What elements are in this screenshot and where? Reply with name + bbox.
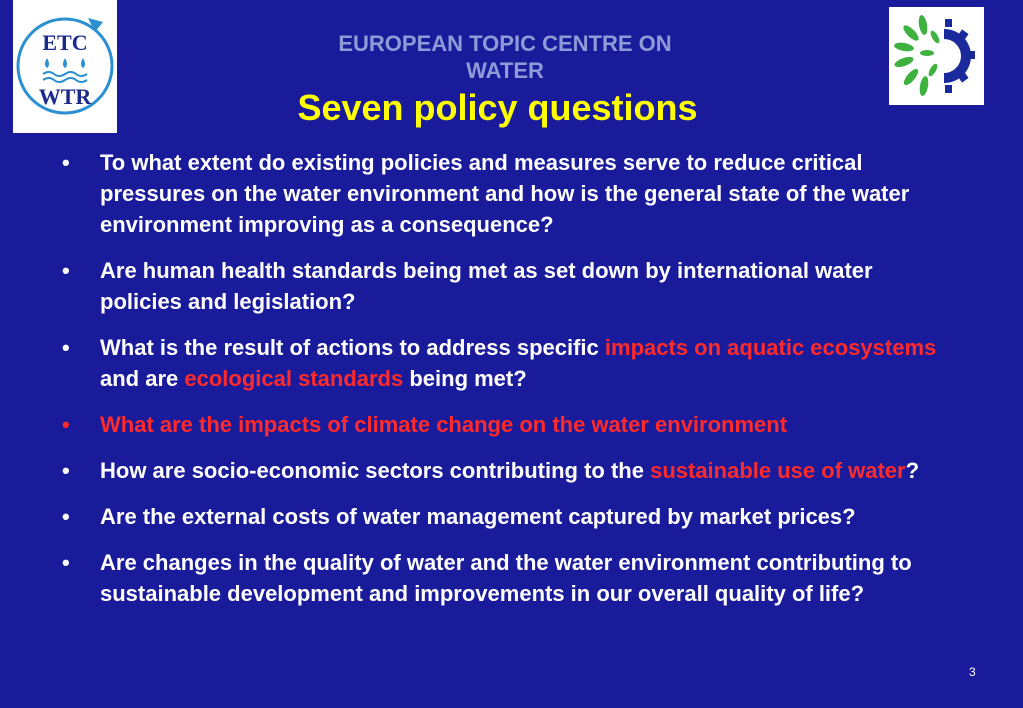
highlighted-text: sustainable use of water (650, 458, 906, 483)
question-text: being met? (403, 366, 527, 391)
question-text: Are the external costs of water management captured by market prices? (100, 504, 856, 529)
question-item (60, 409, 940, 440)
question-text: ? (905, 458, 920, 483)
question-item (60, 455, 940, 486)
etc-wtr-logo (13, 0, 117, 133)
question-text: How are socio-economic sectors contributing to the (100, 458, 651, 483)
question-item (60, 147, 940, 240)
question-item (60, 501, 940, 532)
highlighted-text: impacts on aquatic ecosystems (604, 335, 937, 360)
bullet-icon: • (62, 504, 70, 529)
question-text: To what extent do existing policies and measures serve to reduce critical pressures on the water environment and how is the general state of the water environment improving as a consequence? (100, 150, 910, 237)
logo-text-bottom: WTR (38, 84, 92, 109)
bullet-icon: • (62, 550, 70, 575)
bullet-icon: • (62, 458, 70, 483)
question-text: Are changes in the quality of water and the water environment contributing to sustainable development and improvements in our overall quality of life? (100, 550, 912, 606)
bullet-icon: • (62, 412, 70, 437)
question-item (60, 255, 940, 317)
question-item (60, 547, 940, 609)
policy-questions-list (60, 147, 940, 624)
page-number: 3 (969, 665, 976, 679)
logo-text-top: ETC (42, 30, 88, 55)
question-item (60, 332, 940, 394)
highlighted-text: What are the impacts of climate change on the water environment (100, 412, 788, 437)
question-text: Are human health standards being met as set down by international water policies and legislation? (100, 258, 873, 314)
eea-logo (889, 7, 984, 105)
highlighted-text: ecological standards (184, 366, 404, 391)
slide-title: Seven policy questions (297, 87, 698, 128)
question-text: and are (100, 366, 185, 391)
question-text: What is the result of actions to address specific (100, 335, 605, 360)
organization-name: EUROPEAN TOPIC CENTRE ON WATER (338, 31, 672, 83)
bullet-icon: • (62, 335, 70, 360)
bullet-icon: • (62, 258, 70, 283)
bullet-icon: • (62, 150, 70, 175)
